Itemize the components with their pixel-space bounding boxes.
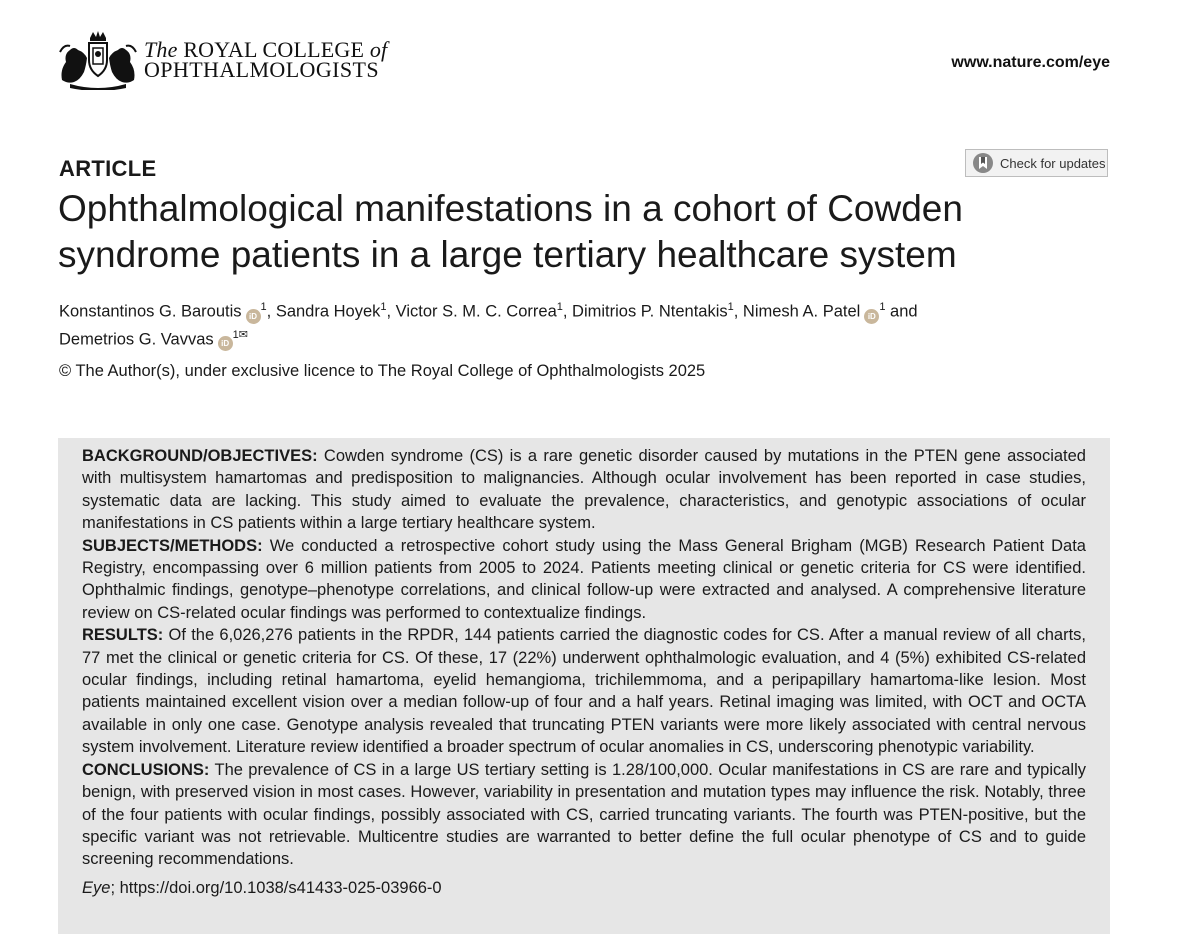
- royal-college-crest-icon: [56, 30, 140, 90]
- author-name[interactable]: Nimesh A. Patel: [742, 302, 861, 321]
- author-name[interactable]: Victor S. M. C. Correa: [395, 302, 557, 321]
- author-affiliation[interactable]: 1: [556, 301, 563, 313]
- abstract-results: [82, 624, 1086, 758]
- journal-name: Eye: [82, 878, 111, 897]
- abstract-box: [58, 438, 1110, 934]
- author-affiliation[interactable]: 1: [727, 301, 734, 313]
- abstract-background-heading: BACKGROUND/OBJECTIVES:: [82, 447, 318, 465]
- check-for-updates-button[interactable]: [965, 149, 1108, 177]
- authors-conjunction: and: [890, 302, 918, 321]
- journal-url-link[interactable]: www.nature.com/eye: [951, 54, 1110, 71]
- article-type-label: ARTICLE: [59, 156, 157, 181]
- publisher-main: ROYAL COLLEGE: [183, 37, 365, 62]
- doi-link[interactable]: ; https://doi.org/10.1038/s41433-025-03966-0: [110, 878, 442, 897]
- doi-citation: [82, 877, 1086, 899]
- abstract-methods-heading: SUBJECTS/METHODS:: [82, 536, 263, 555]
- author-affiliation[interactable]: 1: [232, 328, 239, 341]
- publisher-suffix: of: [364, 37, 388, 62]
- abstract-background: [82, 445, 1086, 535]
- abstract-methods: [82, 535, 1086, 625]
- author-affiliation[interactable]: 1: [879, 301, 886, 313]
- publisher-name-line2: OPHTHALMOLOGISTS: [144, 57, 379, 82]
- copyright-notice: © The Author(s), under exclusive licence to The Royal College of Ophthalmologists 2025: [59, 362, 706, 380]
- publisher-name: [144, 37, 388, 82]
- orcid-icon[interactable]: iD: [218, 336, 233, 351]
- abstract-conclusions-text: The prevalence of CS in a large US tertiary setting is 1.28/100,000. Ocular manifestations in CS are rare and typically benign, with preserved vision in most cases. However, variability in presentation and mutation types may influence the risk. Notably, three of the four patients with ocular findings, possibly associated with CS, carried truncating variants. The fourth was PTEN-positive, but the specific variant was not retrievable. Multicentre studies are warranted to better define the full ocular phenotype of CS and to guide screening recommendations.: [82, 760, 1086, 869]
- author-affiliation[interactable]: 1: [380, 301, 387, 313]
- check-for-updates-label: Check for updates: [1000, 155, 1106, 171]
- abstract-conclusions: [82, 759, 1086, 871]
- mail-icon[interactable]: ✉: [238, 328, 248, 341]
- bookmark-icon: [972, 152, 994, 174]
- author-name[interactable]: Sandra Hoyek: [275, 302, 381, 321]
- abstract-results-heading: RESULTS:: [82, 626, 164, 645]
- publisher-logo[interactable]: [56, 30, 387, 90]
- publisher-prefix: The: [144, 37, 184, 62]
- abstract-conclusions-heading: CONCLUSIONS:: [82, 760, 210, 779]
- author-affiliation[interactable]: 1: [260, 301, 267, 313]
- abstract-background-text: Cowden syndrome (CS) is a rare genetic disorder caused by mutations in the PTEN gene associated with multisystem hamartomas and predisposition to malignancies. Although ocular involvement has been reported in case studies, systematic data are lacking. This study aimed to evaluate the prevalence, characteristics, and genotypic associations of ocular manifestations in CS patients within a large tertiary healthcare system.: [82, 447, 1086, 533]
- article-title: Ophthalmological manifestations in a cohort of Cowden syndrome patients in a large tertiary healthcare system: [58, 188, 963, 275]
- author-name[interactable]: Demetrios G. Vavvas: [59, 330, 214, 348]
- author-name[interactable]: Konstantinos G. Baroutis: [59, 302, 242, 321]
- author-name[interactable]: Dimitrios P. Ntentakis: [572, 302, 728, 321]
- orcid-icon[interactable]: iD: [864, 309, 879, 324]
- orcid-icon[interactable]: iD: [246, 309, 261, 324]
- abstract-results-text: Of the 6,026,276 patients in the RPDR, 144 patients carried the diagnostic codes for CS. After a manual review of all charts, 77 met the clinical or genetic criteria for CS. Of these, 17 (22%) underwent ophthalmologic evaluation, and 4 (5%) exhibited CS-related ocular findings, including retinal hamartoma, eyelid hemangioma, trichilemmoma, and a peripapillary hamartoma-like lesion. Most patients maintained excellent vision over a median follow-up of four and a half years. Retinal imaging was limited, with OCT and OCTA available in only one case. Genotype analysis revealed that truncating PTEN variants were more likely associated with central nervous system involvement. Literature review identified a broader spectrum of ocular anomalies in CS, underscoring phenotypic variability.: [82, 626, 1086, 757]
- abstract-methods-text: We conducted a retrospective cohort study using the Mass General Brigham (MGB) Research Patient Data Registry, encompassing over 6 million patients from 2005 to 2024. Patients meeting clinical or genetic criteria for CS were identified. Ophthalmic findings, genotype–phenotype correlations, and clinical follow-up were extracted and analysed. A comprehensive literature review on CS-related ocular findings was performed to contextualize findings.: [82, 536, 1086, 622]
- author-list: Konstantinos G. Baroutis $iD^1$, Sandra Hoyek$^1$, Victor S. M. C. Correa$^1$, Dimitrios P. Ntentakis$^1$, Nimesh A. Patel $iD^1$ and Demetrios G. Vavvas $iD^{1✉}$: [59, 296, 1119, 351]
